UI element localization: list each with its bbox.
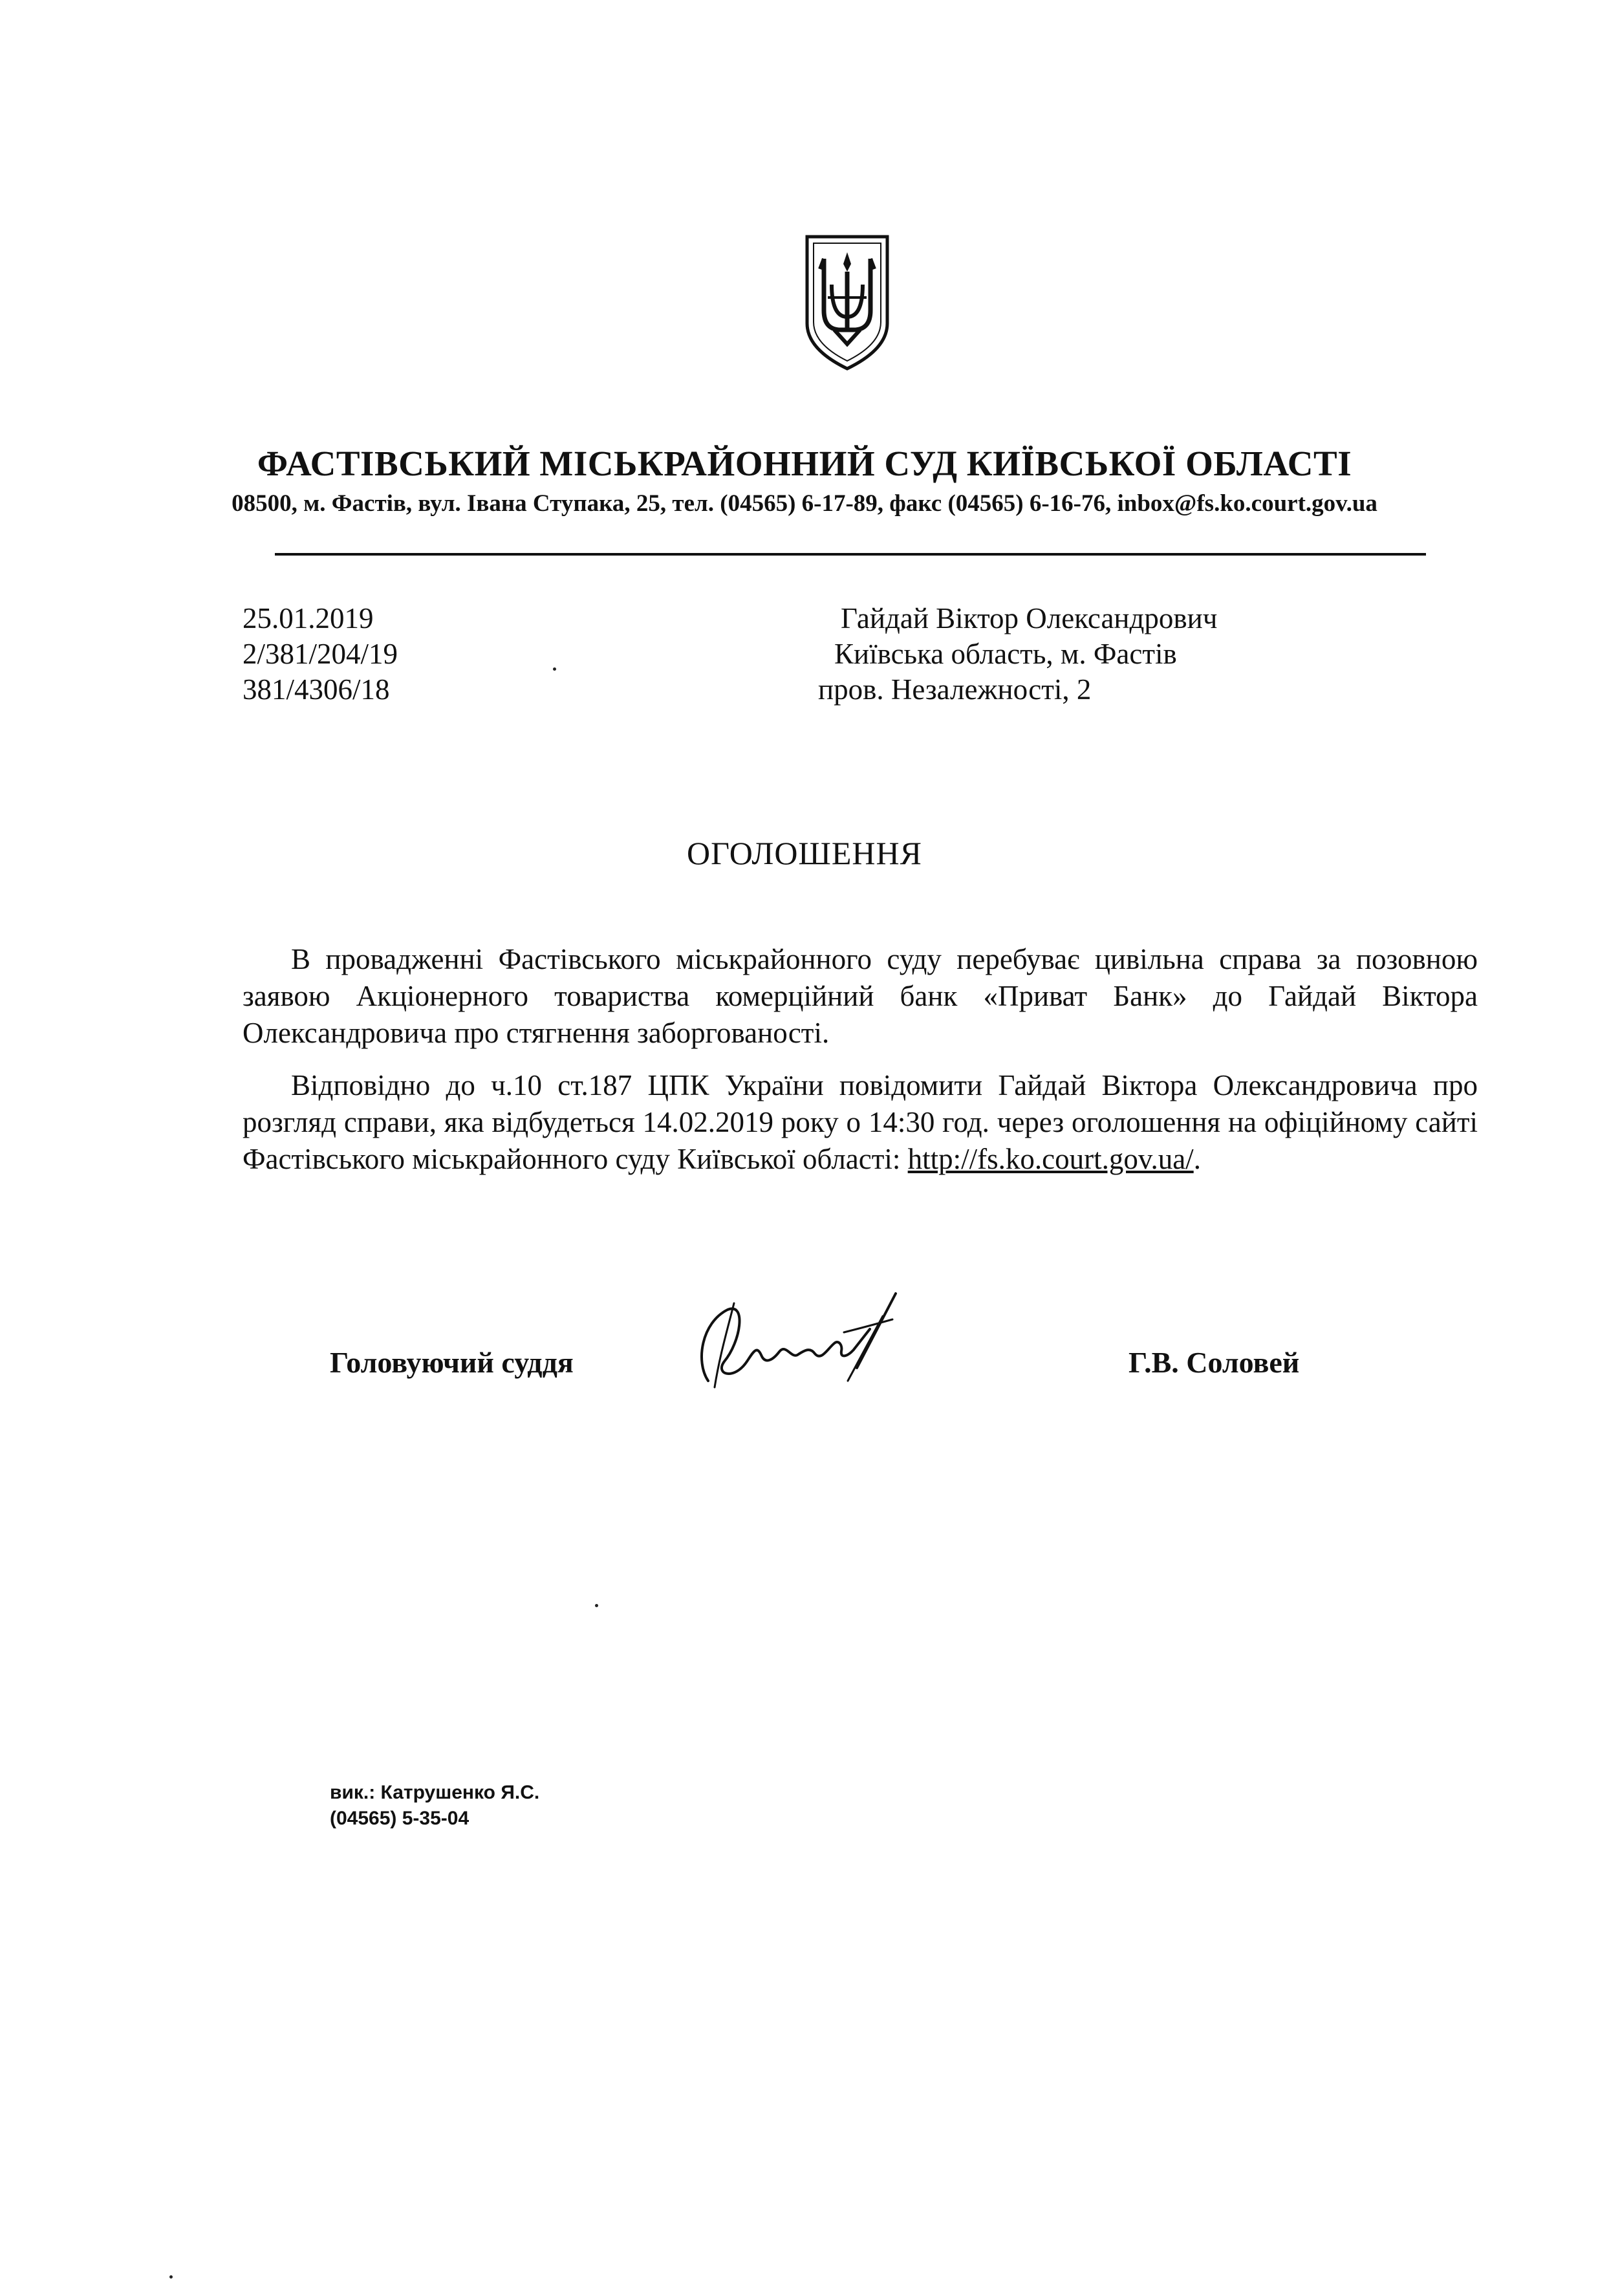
- document-title: ОГОЛОШЕННЯ: [687, 835, 922, 871]
- scan-speck: [595, 1604, 598, 1607]
- signatory-name: Г.В. Соловей: [1128, 1346, 1300, 1379]
- signatory-role: Головуючий суддя: [330, 1346, 574, 1379]
- body-paragraph-2: [243, 1067, 1478, 1178]
- executor-phone: (04565) 5-35-04: [330, 1808, 470, 1829]
- body-paragraph-2-end: .: [1193, 1143, 1201, 1175]
- body-paragraph-1: В провадженні Фастівського міськрайонного суду перебуває цивільна справа за позовною заявою Акціонерного товариства комерційний банк «Приват Банк» до Гайдай Віктора Олександровича про стягнення заборгованості.: [243, 943, 1478, 1049]
- court-address-line: 08500, м. Фастів, вул. Івана Ступака, 25, тел. (04565) 6-17-89, факс (04565) 6-16-76, inbox@fs.ko.court.gov.ua: [232, 490, 1377, 517]
- court-website-link[interactable]: http://fs.ko.court.gov.ua/: [907, 1143, 1194, 1175]
- case-number: 381/4306/18: [243, 673, 390, 706]
- trident-coat-of-arms-icon: [802, 233, 892, 372]
- addressee-city: Київська область, м. Фастів: [834, 638, 1177, 670]
- court-name-heading: ФАСТІВСЬКИЙ МІСЬКРАЙОННИЙ СУД КИЇВСЬКОЇ ОБЛАСТІ: [257, 444, 1352, 483]
- addressee-name: Гайдай Віктор Олександрович: [841, 602, 1218, 634]
- header-divider: [275, 553, 1426, 556]
- handwritten-signature: [689, 1284, 902, 1397]
- addressee-street: пров. Незалежності, 2: [818, 673, 1092, 706]
- scan-speck: [169, 2275, 173, 2279]
- executor-name: вик.: Катрушенко Я.С.: [330, 1782, 540, 1803]
- outgoing-number: 2/381/204/19: [243, 638, 398, 670]
- scan-speck: [553, 667, 556, 671]
- body-paragraph-2-text: Відповідно до ч.10 ст.187 ЦПК України повідомити Гайдай Віктора Олександровича про розгляд справи, яка відбудеться 14.02.2019 року о 14:30 год. через оголошення на офіційному сайті Фастівського міськрайонного суду Київської області:: [243, 1069, 1478, 1175]
- document-date: 25.01.2019: [243, 602, 374, 634]
